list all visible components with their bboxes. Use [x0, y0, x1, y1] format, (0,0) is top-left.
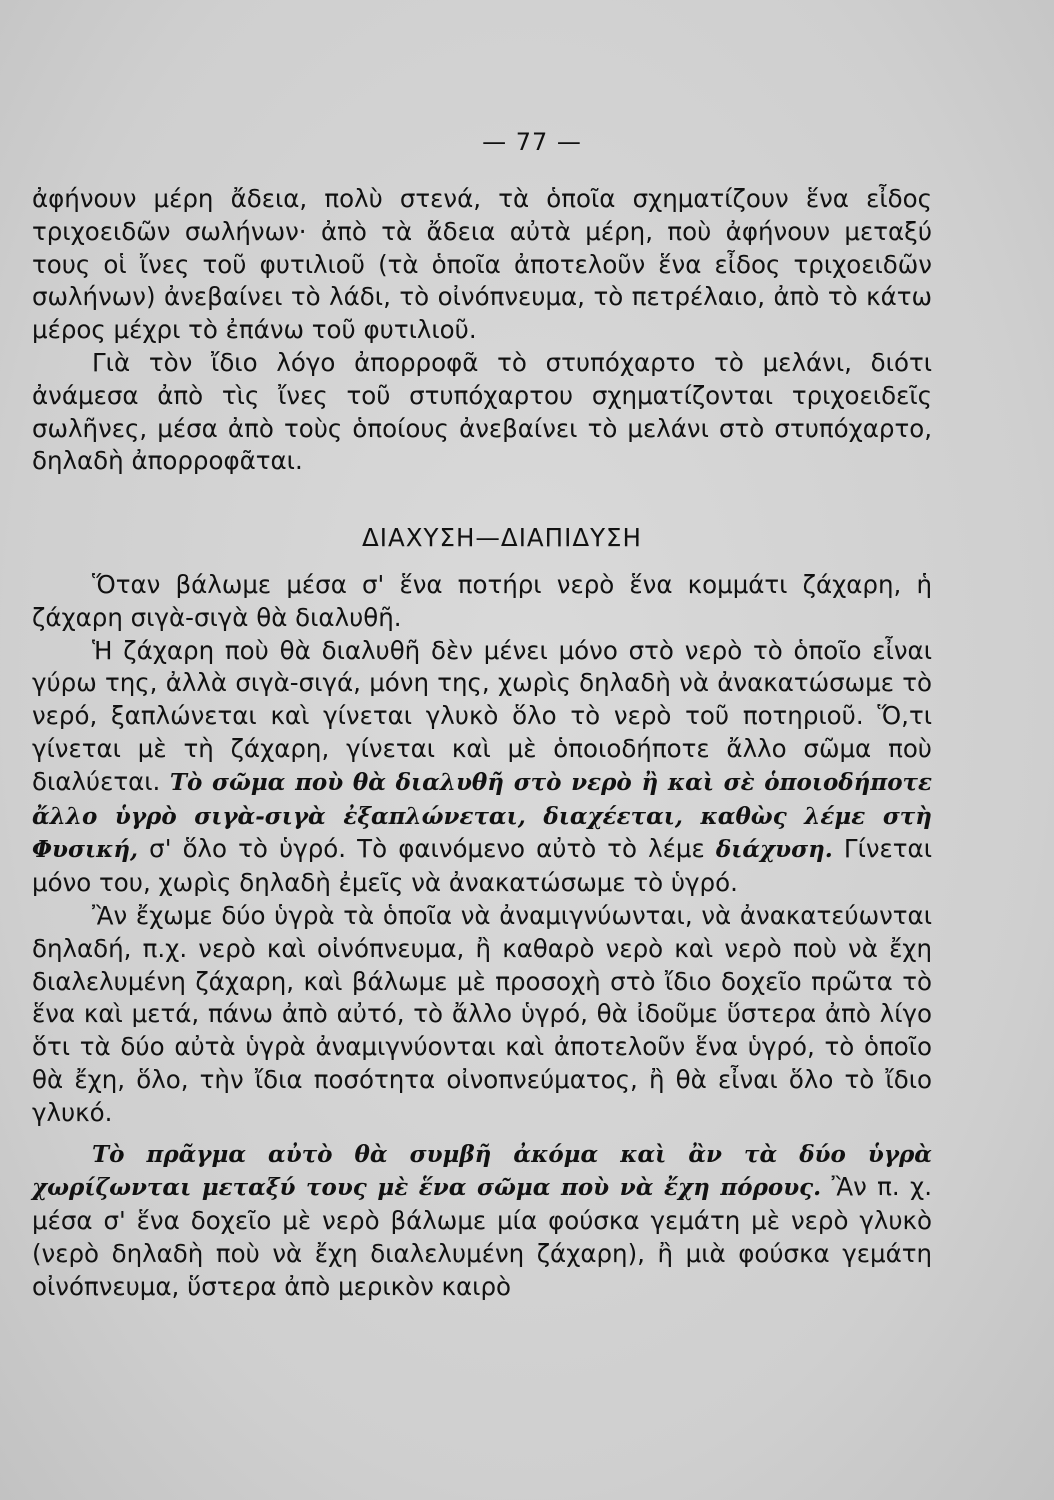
page-number: — 77 —: [482, 128, 582, 156]
paragraph-diffusion-end: Γίνεται μόνο του, χωρὶς δηλαδὴ ἐμεῖς νὰ ἀνακατώσωμε τὸ ὑγρό.: [32, 834, 932, 898]
emphasis-diffusion-definition: Τὸ σῶμα ποὺ θὰ διαλυθῆ στὸ νερὸ ἢ καὶ σὲ ὁποιοδήποτε ἄλλο ὑγρὸ σιγὰ-σιγὰ ἐξαπλώνεται, διαχέεται, καθὼς λέμε στὴ Φυσική,: [32, 768, 932, 864]
paragraph-blotting-paper: Γιὰ τὸν ἴδιο λόγο ἀπορροφᾶ τὸ στυπόχαρτο τὸ μελάνι, διότι ἀνάμεσα ἀπὸ τὶς ἴνες τοῦ στυπόχαρτου σχηματίζονται τριχοειδεῖς σωλῆνες, μέσα ἀπὸ τοὺς ὁποίους ἀνεβαίνει τὸ μελάνι στὸ στυπόχαρτο, δηλαδὴ ἀπορροφᾶται.: [32, 347, 932, 476]
emphasis-term-diffusion: διάχυση.: [715, 836, 833, 864]
paragraph-diffusion-text: Ἡ ζάχαρη ποὺ θὰ διαλυθῆ δὲν μένει μόνο στὸ νερὸ τὸ ὁποῖο εἶναι γύρω της, ἀλλὰ σιγὰ-σιγά, μόνη της, χωρὶς δηλαδὴ νὰ ἀνακατώσωμε τὸ νερό, ξαπλώνεται καὶ γίνεται γλυκὸ ὅλο τὸ νερὸ τοῦ ποτηριοῦ. Ὅ,τι γίνεται μὲ τὴ ζάχαρη, γίνεται καὶ μὲ ὁποιοδήποτε ἄλλο σῶμα ποὺ διαλύεται.: [32, 635, 932, 796]
paragraph-pores: [32, 1138, 932, 1304]
section-heading: ΔΙΑΧΥΣΗ—ΔΙΑΠΙΔΥΣΗ: [362, 523, 642, 553]
paragraph-diffusion: [32, 635, 932, 900]
paragraph-wick: ἀφήνουν μέρη ἄδεια, πολὺ στενά, τὰ ὁποῖα σχηματίζουν ἕνα εἶδος τριχοειδῶν σωλήνων· ἀπὸ τὰ ἄδεια αὐτὰ μέρη, ποὺ ἀφήνουν μεταξύ τους οἱ ἴνες τοῦ φυτιλιοῦ (τὰ ὁποῖα ἀποτελοῦν ἕνα εἶδος τριχοειδῶν σωλήνων) ἀνεβαίνει τὸ λάδι, τὸ οἰνόπνευμα, τὸ πετρέλαιο, ἀπὸ τὸ κάτω μέρος μέχρι τὸ ἐπάνω τοῦ φυτιλιοῦ.: [32, 184, 932, 345]
paragraph-two-liquids: Ἂν ἔχωμε δύο ὑγρὰ τὰ ὁποῖα νὰ ἀναμιγνύωνται, νὰ ἀνακατεύωνται δηλαδή, π.χ. νερὸ καὶ οἰνόπνευμα, ἢ καθαρὸ νερὸ καὶ νερὸ ποὺ νὰ ἔχη διαλελυμένη ζάχαρη, καὶ βάλωμε μὲ προσοχὴ στὸ ἴδιο δοχεῖο πρῶτα τὸ ἕνα καὶ μετά, πάνω ἀπὸ αὐτό, τὸ ἄλλο ὑγρό, θὰ ἰδοῦμε ὕστερα ἀπὸ λίγο ὅτι τὰ δύο αὐτὰ ὑγρὰ ἀναμιγνύονται καὶ ἀποτελοῦν ἕνα ὑγρό, τὸ ὁποῖο θὰ ἔχη, ὅλο, τὴν ἴδια ποσότητα οἰνοπνεύματος, ἢ θὰ εἶναι ὅλο τὸ ἴδιο γλυκό.: [32, 900, 932, 1127]
paragraph-diffusion-cont: σ' ὅλο τὸ ὑγρό. Τὸ φαινόμενο αὐτὸ τὸ λέμε: [138, 834, 716, 864]
body-text: [32, 183, 932, 1304]
paragraph-sugar: Ὅταν βάλωμε μέσα σ' ἕνα ποτήρι νερὸ ἕνα κομμάτι ζάχαρη, ἡ ζάχαρη σιγὰ-σιγὰ θὰ διαλυθῆ.: [32, 569, 932, 632]
emphasis-pores: Τὸ πρᾶγμα αὐτὸ θὰ συμβῆ ἀκόμα καὶ ἂν τὰ δύο ὑγρὰ χωρίζωνται μεταξύ τους μὲ ἕνα σῶμα ποὺ νὰ ἔχη πόρους.: [32, 1140, 932, 1202]
paragraph-pores-text: Ἂν π. χ. μέσα σ' ἕνα δοχεῖο μὲ νερὸ βάλωμε μία φούσκα γεμάτη μὲ νερὸ γλυκὸ (νερὸ δηλαδὴ ποὺ νὰ ἔχη διαλελυμένη ζάχαρη), ἢ μιὰ φούσκα γεμάτη οἰνόπνευμα, ὕστερα ἀπὸ μερικὸν καιρὸ: [32, 1172, 932, 1301]
